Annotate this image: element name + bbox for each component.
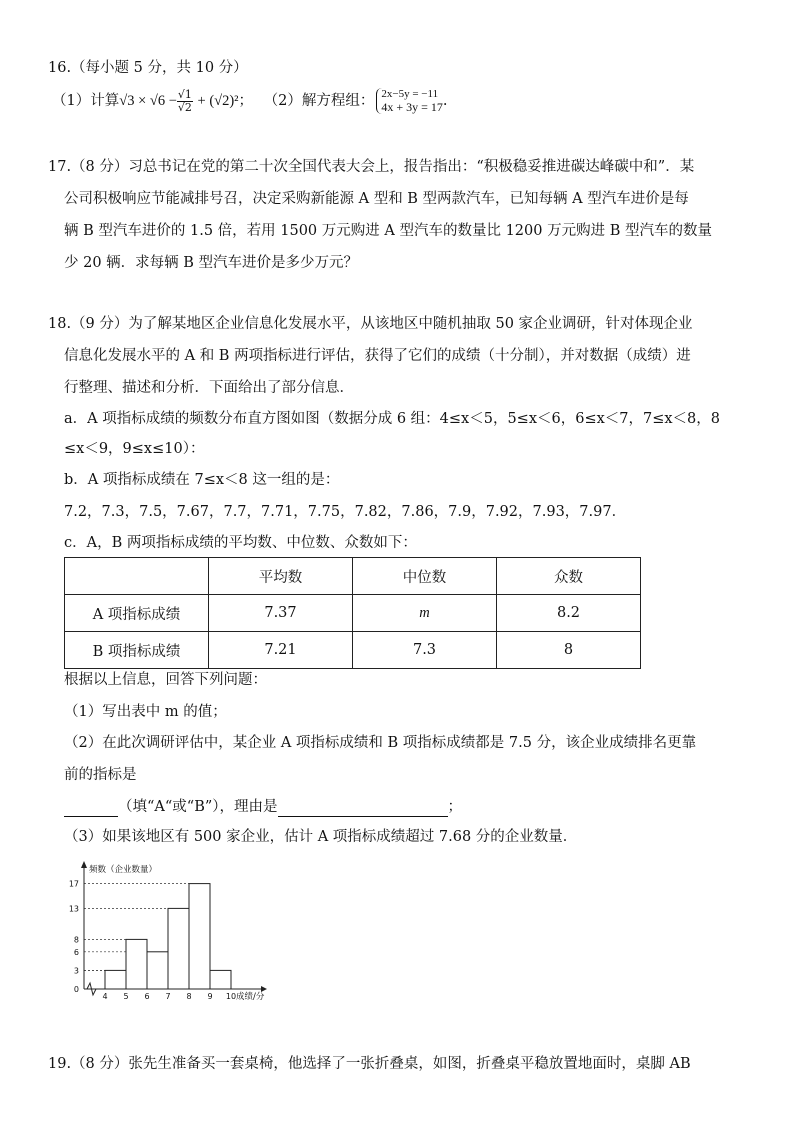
q18-p2-line2: 前的指标是 (64, 767, 137, 783)
histogram-bar (168, 908, 189, 989)
q18-p2-fill-end: ； (447, 799, 463, 815)
histogram-bar (126, 939, 147, 989)
q17-line4: 少 20 辆．求每辆 B 型汽车进价是多少万元？ (64, 255, 359, 271)
table-cell: 8.2 (497, 595, 641, 632)
q18-a-line1: a．A 项指标成绩的频数分布直方图如图（数据分成 6 组：4≤x＜5，5≤x＜6，6≤x＜7，7≤x＜8，8 (64, 411, 721, 427)
q18-p2-fill-line (64, 797, 462, 817)
y-tick-label: 6 (73, 947, 79, 957)
x-axis-label: 成绩/分 (236, 992, 265, 1002)
q16-eq1: 2x−5y = −11 (381, 88, 439, 100)
q18-c-line: c．A，B 两项指标成绩的平均数、中位数、众数如下： (64, 535, 417, 551)
x-tick-label: 6 (144, 992, 150, 1001)
y-tick-label: 17 (68, 879, 79, 889)
histogram-chart (56, 858, 286, 1008)
q16-expr-a: √3 × √6 − (119, 93, 177, 109)
q18-b-values: 7.2，7.3，7.5，7.67，7.7，7.71，7.75，7.82，7.86，7.9，7.92，7.93，7.97． (64, 504, 627, 520)
y-tick-label: 13 (68, 904, 79, 914)
table-header-cell (65, 558, 209, 595)
y-axis-label: 频数（企业数量） (89, 865, 158, 875)
q16-part1-label: （1）计算 (52, 93, 120, 109)
q16-expr-b: + (√2)²； (197, 93, 254, 109)
q18-a-line2: ≤x＜9，9≤x≤10）： (64, 441, 205, 457)
q16-header: 16.（每小题 5 分，共 10 分） (48, 60, 248, 76)
x-tick-label: 7 (165, 992, 171, 1001)
q17-line2: 公司积极响应节能减排号召，决定采购新能源 A 型和 B 型两款汽车，已知每辆 A 型汽车进价是每 (64, 191, 689, 207)
answer-blank-1[interactable] (64, 800, 118, 817)
y-tick-label: 3 (73, 966, 79, 976)
q17-line3: 辆 B 型汽车进价的 1.5 倍，若用 1500 万元购进 A 型汽车的数量比 1200 万元购进 B 型汽车的数量 (64, 223, 712, 239)
table-header-cell: 众数 (497, 558, 641, 595)
table-cell: 8 (497, 632, 641, 669)
table-cell: 7.37 (209, 595, 353, 632)
histogram-bar (105, 970, 126, 989)
table-cell: A 项指标成绩 (65, 595, 209, 632)
stats-table (64, 557, 641, 669)
q18-prompt: 根据以上信息，回答下列问题： (64, 672, 267, 688)
q18-p2-line1: （2）在此次调研评估中，某企业 A 项指标成绩和 B 项指标成绩都是 7.5 分，该企业成绩排名更靠 (64, 735, 697, 751)
table-row (65, 595, 641, 632)
table-cell: m (353, 595, 497, 632)
table-cell: 7.21 (209, 632, 353, 669)
histogram-bar (210, 970, 231, 989)
y-axis-arrow-icon (81, 861, 87, 868)
q16-fraction: $\frac{√1}{√2}$ (177, 87, 192, 114)
q18-line2: 信息化发展水平的 A 和 B 两项指标进行评估，获得了它们的成绩（十分制），并对数据（成绩）进 (64, 348, 691, 364)
x-tick-label: 4 (102, 992, 108, 1001)
table-cell: B 项指标成绩 (65, 632, 209, 669)
table-cell: 7.3 (353, 632, 497, 669)
q18-line1: 18.（9 分）为了解某地区企业信息化发展水平，从该地区中随机抽取 50 家企业调研，针对体现企业 (48, 316, 693, 332)
table-header-cell: 平均数 (209, 558, 353, 595)
table-header-cell: 中位数 (353, 558, 497, 595)
q18-p2-fill-mid: （填“A“或“B”），理由是 (118, 799, 278, 815)
q17-line1: 17.（8 分）习总书记在党的第二十次全国代表大会上，报告指出：“积极稳妥推进碳达峰碳中和”．某 (48, 159, 695, 175)
y-tick-label: 0 (73, 985, 79, 994)
table-header-row (65, 558, 641, 595)
q16-equation-system (376, 88, 443, 114)
q16-eq2: 4x + 3y = 17 (381, 100, 443, 114)
q16-end: . (442, 93, 448, 109)
q16-parts (52, 88, 448, 114)
q18-p3: （3）如果该地区有 500 家企业，估计 A 项指标成绩超过 7.68 分的企业数量． (64, 829, 578, 845)
histogram-bar (147, 952, 168, 989)
q19-line1: 19.（8 分）张先生准备买一套桌椅，他选择了一张折叠桌，如图，折叠桌平稳放置地面时，桌脚 AB (48, 1056, 691, 1072)
x-tick-label: 9 (207, 992, 213, 1001)
histogram-bar (189, 884, 210, 989)
y-tick-label: 8 (73, 935, 79, 945)
x-tick-label: 5 (123, 992, 129, 1001)
q18-b-line: b．A 项指标成绩在 7≤x＜8 这一组的是： (64, 472, 340, 488)
x-tick-label: 10 (225, 992, 237, 1001)
q16-part2-label: （2）解方程组： (263, 93, 375, 109)
q18-p1: （1）写出表中 m 的值； (64, 704, 227, 720)
q18-line3: 行整理、描述和分析．下面给出了部分信息． (64, 380, 354, 396)
answer-blank-2[interactable] (278, 800, 448, 817)
table-row (65, 632, 641, 669)
x-tick-label: 8 (186, 992, 192, 1001)
